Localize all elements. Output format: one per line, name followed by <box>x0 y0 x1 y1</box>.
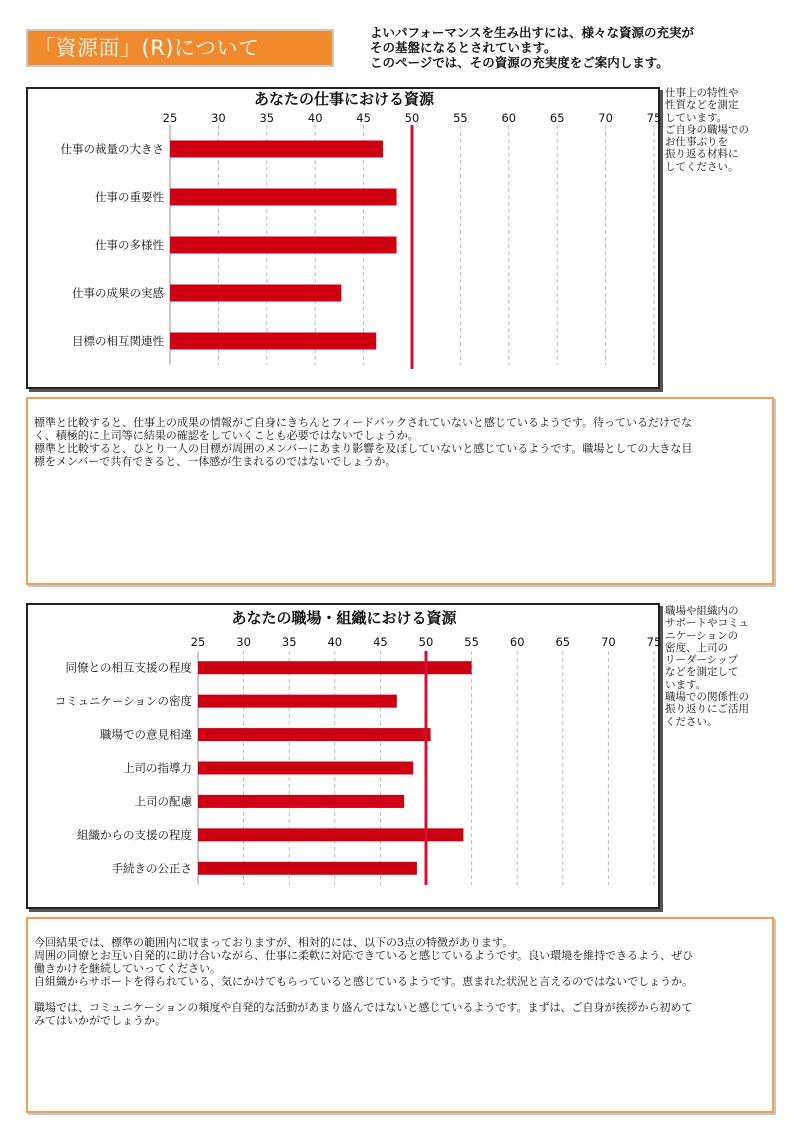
workplace-resources-chart-svg <box>28 605 662 907</box>
category-label-2: コミュニケーションの密度 <box>54 694 192 709</box>
intro-text: よいパフォーマンスを生み出すには、様々な資源の充実が その基盤になるとされています。 このページでは、その資源の充実度をご案内します。 <box>370 25 695 70</box>
page-title: 「資源面」(R)について <box>26 29 334 67</box>
tick-label-30: 30 <box>211 111 226 125</box>
bar-4 <box>170 285 341 302</box>
category-label-1: 仕事の裁量の大きさ <box>60 142 164 156</box>
tick-label-35: 35 <box>259 111 275 125</box>
category-label-6: 組織からの支援の程度 <box>77 827 192 842</box>
work-resources-comment <box>26 397 774 585</box>
workplace-resources-comment <box>26 917 774 1113</box>
category-label-4: 仕事の成果の実感 <box>72 286 164 300</box>
tick-label-70: 70 <box>601 635 616 649</box>
tick-label-65: 65 <box>549 111 565 125</box>
bar-7 <box>198 862 417 875</box>
tick-label-50: 50 <box>404 111 420 125</box>
tick-label-70: 70 <box>598 111 613 125</box>
work-resources-chart-svg <box>28 89 662 387</box>
bar-3 <box>170 237 397 254</box>
chart-title: あなたの仕事における資源 <box>253 90 435 108</box>
bar-2 <box>198 695 397 708</box>
workplace-resources-chart <box>26 603 660 909</box>
bar-1 <box>198 661 472 674</box>
work-resources-comment-text: 標準と比較すると、仕事上の成果の情報がご自身にきちんとフィードバックされていないと感じているようです。待っているだけでな く、積極的に上司等に結果の確認をしていくことも必要ではないでしょうか。 標準と比較すると、ひとり一人の目標が周囲のメンバーにあまり影響を及ぼしていないと感じているようです。職場としての大きな目 標をメンバーで共有できると、一体感が生まれるのではないでしょうか。 <box>34 416 693 468</box>
category-label-5: 目標の相互関連性 <box>72 334 164 348</box>
tick-label-75: 75 <box>646 635 662 649</box>
bar-2 <box>170 189 397 206</box>
tick-label-35: 35 <box>281 635 297 649</box>
tick-label-25: 25 <box>190 635 206 649</box>
chart-title: あなたの職場・組織における資源 <box>231 609 457 627</box>
bar-3 <box>198 728 431 741</box>
tick-label-45: 45 <box>373 635 388 649</box>
tick-label-60: 60 <box>501 111 517 125</box>
category-label-3: 職場での意見相違 <box>100 727 192 742</box>
category-label-1: 同僚との相互支援の程度 <box>65 660 192 675</box>
workplace-resources-note: 職場や組織内の サポートやコミュ ニケーションの 密度、上司の リーダーシップ などを測定して います。 職場での関係性の 振り返りにご活用 ください。 <box>665 605 749 728</box>
category-label-2: 仕事の重要性 <box>95 190 164 204</box>
tick-label-75: 75 <box>646 111 662 125</box>
bar-5 <box>198 795 404 808</box>
category-label-4: 上司の指導力 <box>123 761 192 775</box>
tick-label-30: 30 <box>236 635 251 649</box>
workplace-resources-comment-text: 今回結果では、標準の範囲内に収まっておりますが、相対的には、以下の3点の特徴があります。 周囲の同僚とお互い自発的に助け合いながら、仕事に柔軟に対応できていると感じているようです。良い環境を維持できるよう、ぜひ 働きかけを継続していってください。 自組織からサポートを得られている、気にかけてもらっていると感じているようです。恵まれた状況と言えるのではないでしょうか。 職場では、コミュニケーションの頻度や自発的な活動があまり盛んではないと感じているようです。まずは、ご自身が挨拶から初めて みてはいかがでしょうか。 <box>34 936 694 1027</box>
work-resources-chart <box>26 87 660 389</box>
tick-label-55: 55 <box>464 635 479 649</box>
bar-1 <box>170 141 383 158</box>
tick-label-55: 55 <box>453 111 468 125</box>
tick-label-25: 25 <box>162 111 178 125</box>
tick-label-40: 40 <box>307 111 323 125</box>
tick-label-60: 60 <box>509 635 525 649</box>
category-label-3: 仕事の多様性 <box>95 238 164 252</box>
work-resources-note: 仕事上の特性や 性質などを測定 しています。 ご自身の職場での お仕事ぶりを 振り返る材料に してください。 <box>665 87 749 173</box>
tick-label-65: 65 <box>555 635 571 649</box>
category-label-7: 手続きの公正さ <box>111 861 192 876</box>
tick-label-45: 45 <box>356 111 371 125</box>
bar-4 <box>198 762 413 775</box>
category-label-5: 上司の配慮 <box>134 794 192 809</box>
bar-5 <box>170 333 376 350</box>
bar-6 <box>198 828 463 841</box>
tick-label-50: 50 <box>418 635 434 649</box>
tick-label-40: 40 <box>327 635 343 649</box>
